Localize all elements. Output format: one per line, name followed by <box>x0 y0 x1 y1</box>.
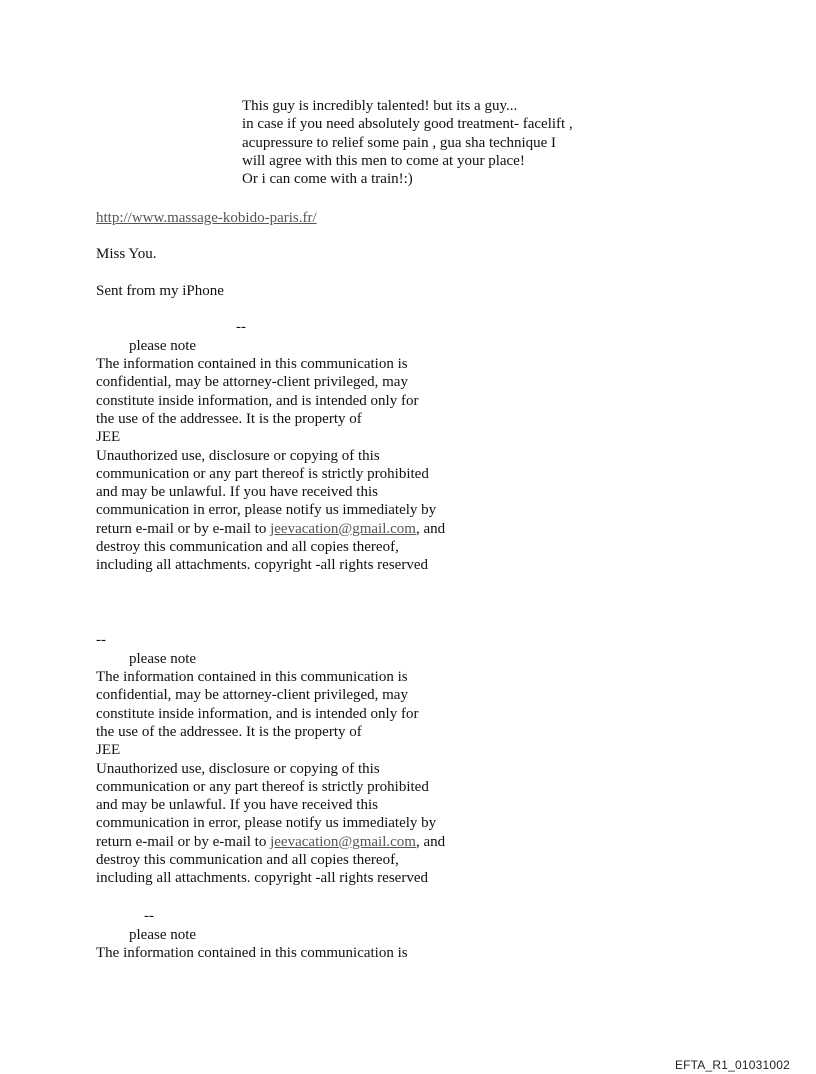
disclaimer-line: including all attachments. copyright -all rights reserved <box>96 557 428 574</box>
disclaimer-block <box>96 631 496 891</box>
disclaimer-line: confidential, may be attorney-client privileged, may <box>96 687 408 704</box>
website-link[interactable]: http://www.massage-kobido-paris.fr/ <box>96 210 317 226</box>
disclaimer-block-truncated <box>96 907 496 967</box>
disclaimer-email-line <box>96 833 445 851</box>
disclaimer-line: Unauthorized use, disclosure or copying of this <box>96 760 380 777</box>
email-link[interactable]: jeevacation@gmail.com <box>270 833 416 850</box>
document-id: EFTA_R1_01031002 <box>674 1058 790 1072</box>
disclaimer-line: the use of the addressee. It is the property of <box>96 723 362 740</box>
disclaimer-line: The information contained in this communication is <box>96 669 408 685</box>
email-prefix: return e-mail or by e-mail to <box>96 520 271 537</box>
disclaimer-line: and may be unlawful. If you have received this <box>96 484 378 501</box>
quoted-line: acupressure to relief some pain , gua sha technique I <box>242 134 557 151</box>
disclaimer-line: communication in error, please notify us immediately by <box>96 502 437 519</box>
disclaimer-line: constitute inside information, and is intended only for <box>96 705 419 722</box>
disclaimer-line: communication or any part thereof is strictly prohibited <box>96 778 429 795</box>
quoted-line: This guy is incredibly talented! but its a guy... <box>242 98 518 114</box>
disclaimer-line: JEE <box>96 742 121 759</box>
disclaimer-line: communication in error, please notify us immediately by <box>96 815 437 832</box>
email-suffix: , and <box>415 520 446 537</box>
disclaimer-line: the use of the addressee. It is the property of <box>96 410 362 427</box>
please-note-label: please note <box>129 650 197 667</box>
disclaimer-line: The information contained in this communication is <box>96 945 408 961</box>
separator: -- <box>236 319 246 335</box>
disclaimer-email-line <box>96 520 445 538</box>
disclaimer-line: confidential, may be attorney-client privileged, may <box>96 374 408 391</box>
sent-from-signature: Sent from my iPhone <box>96 283 224 299</box>
disclaimer-line: The information contained in this communication is <box>96 356 408 372</box>
disclaimer-line: JEE <box>96 429 121 446</box>
email-prefix: return e-mail or by e-mail to <box>96 833 271 850</box>
miss-you-text: Miss You. <box>96 246 157 262</box>
disclaimer-line: destroy this communication and all copies thereof, <box>96 852 399 868</box>
disclaimer-line: including all attachments. copyright -all rights reserved <box>96 870 428 887</box>
disclaimer-line: and may be unlawful. If you have received this <box>96 797 378 814</box>
email-link[interactable]: jeevacation@gmail.com <box>270 520 416 537</box>
separator: -- <box>144 908 154 924</box>
quoted-line: will agree with this men to come at your place! <box>242 152 525 169</box>
disclaimer-line: Unauthorized use, disclosure or copying of this <box>96 447 380 464</box>
disclaimer-line: communication or any part thereof is strictly prohibited <box>96 465 429 482</box>
disclaimer-line: destroy this communication and all copies thereof, <box>96 539 399 555</box>
please-note-label: please note <box>129 926 197 943</box>
disclaimer-line: constitute inside information, and is intended only for <box>96 392 419 409</box>
disclaimer-block <box>96 318 496 578</box>
quoted-line: in case if you need absolutely good treatment- facelift , <box>242 116 573 133</box>
email-suffix: , and <box>415 833 446 850</box>
quoted-line: Or i can come with a train!:) <box>242 171 413 188</box>
please-note-label: please note <box>129 337 197 354</box>
separator: -- <box>96 632 106 648</box>
